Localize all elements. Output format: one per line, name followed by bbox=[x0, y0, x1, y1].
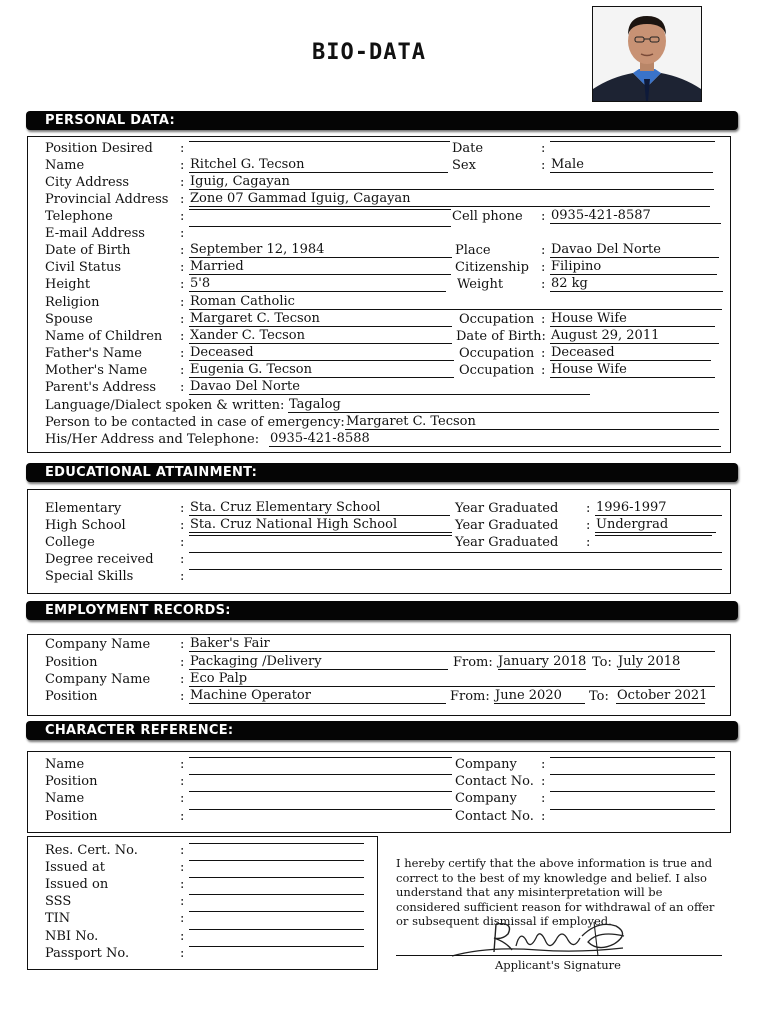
colon: : bbox=[586, 535, 591, 550]
field-spouse-occupation[interactable]: House Wife bbox=[550, 312, 715, 327]
label-high-school: High School bbox=[45, 518, 126, 533]
label-ref-company-1: Company bbox=[455, 757, 517, 772]
colon: : bbox=[586, 501, 591, 516]
field-sss[interactable] bbox=[189, 894, 364, 895]
field-degree[interactable] bbox=[189, 552, 722, 553]
colon: : bbox=[180, 877, 185, 892]
field-father[interactable]: Deceased bbox=[189, 346, 454, 361]
label-children: Name of Children bbox=[45, 329, 163, 344]
colon: : bbox=[180, 791, 185, 806]
field-dob[interactable]: September 12, 1984 bbox=[189, 243, 452, 258]
colon: : bbox=[180, 689, 185, 704]
field-high-school[interactable]: Sta. Cruz National High School bbox=[189, 518, 452, 533]
field-citizenship[interactable]: Filipino bbox=[550, 260, 717, 275]
field-from-2[interactable]: June 2020 bbox=[494, 689, 585, 704]
field-position-2[interactable]: Machine Operator bbox=[189, 689, 446, 704]
label-language: Language/Dialect spoken & written: bbox=[45, 398, 285, 413]
colon: : bbox=[541, 791, 546, 806]
label-company-2: Company Name bbox=[45, 672, 151, 687]
colon: : bbox=[180, 518, 185, 533]
field-ref-contact-1[interactable] bbox=[550, 774, 715, 775]
section-title: CHARACTER REFERENCE: bbox=[45, 723, 234, 738]
colon: : bbox=[180, 277, 185, 292]
label-name: Name bbox=[45, 158, 85, 173]
label-father-occupation: Occupation bbox=[459, 346, 535, 361]
signature-label: Applicant's Signature bbox=[495, 958, 621, 972]
label-mother: Mother's Name bbox=[45, 363, 148, 378]
label-spouse-occupation: Occupation bbox=[459, 312, 535, 327]
colon: : bbox=[180, 774, 185, 789]
label-ref-position-2: Position bbox=[45, 809, 98, 824]
label-height: Height bbox=[45, 277, 91, 292]
label-from-2: From: bbox=[450, 689, 490, 704]
section-title: EDUCATIONAL ATTAINMENT: bbox=[45, 465, 258, 480]
field-height[interactable]: 5'8 bbox=[189, 277, 446, 292]
label-year-graduated: Year Graduated bbox=[455, 518, 559, 533]
field-ref-position-1[interactable] bbox=[189, 774, 452, 775]
label-passport: Passport No. bbox=[45, 946, 130, 961]
field-tin[interactable] bbox=[189, 911, 364, 912]
field-civil-status[interactable]: Married bbox=[189, 260, 451, 275]
colon: : bbox=[180, 346, 185, 361]
colon: : bbox=[180, 946, 185, 961]
label-company-1: Company Name bbox=[45, 637, 151, 652]
field-weight[interactable]: 82 kg bbox=[550, 277, 723, 292]
field-elementary[interactable]: Sta. Cruz Elementary School bbox=[189, 501, 450, 516]
colon: : bbox=[180, 295, 185, 310]
colon: : bbox=[180, 535, 185, 550]
label-provincial-address: Provincial Address bbox=[45, 192, 169, 207]
colon: : bbox=[541, 774, 546, 789]
label-date: Date bbox=[452, 141, 484, 156]
colon: : bbox=[180, 501, 185, 516]
field-provincial-address[interactable]: Zone 07 Gammad Iguig, Cagayan bbox=[189, 192, 710, 207]
colon: : bbox=[180, 243, 185, 258]
colon: : bbox=[180, 192, 185, 207]
field-telephone[interactable] bbox=[189, 209, 451, 210]
colon: : bbox=[180, 312, 185, 327]
field-to-2[interactable]: October 2021 bbox=[617, 688, 708, 703]
colon: : bbox=[180, 141, 185, 156]
section-header-education bbox=[26, 463, 738, 482]
field-spouse[interactable]: Margaret C. Tecson bbox=[189, 312, 452, 327]
colon: : bbox=[541, 809, 546, 824]
field-father-occupation[interactable]: Deceased bbox=[550, 346, 711, 361]
field-emergency-address[interactable]: 0935-421-8588 bbox=[269, 432, 721, 447]
field-elementary-year[interactable]: 1996-1997 bbox=[595, 501, 722, 516]
colon: : bbox=[180, 569, 185, 584]
colon: : bbox=[180, 552, 185, 567]
label-religion: Religion bbox=[45, 295, 100, 310]
colon: : bbox=[180, 329, 185, 344]
colon: : bbox=[541, 757, 546, 772]
field-children[interactable]: Xander C. Tecson bbox=[189, 329, 452, 344]
applicant-photo bbox=[592, 6, 702, 102]
field-child-dob[interactable]: August 29, 2011 bbox=[550, 329, 719, 344]
field-from-1[interactable] bbox=[497, 655, 588, 669]
colon: : bbox=[180, 175, 185, 190]
field-emergency[interactable]: Margaret C. Tecson bbox=[345, 415, 719, 430]
label-issued-on: Issued on bbox=[45, 877, 109, 892]
label-position-desired: Position Desired bbox=[45, 141, 153, 156]
colon: : bbox=[180, 380, 185, 395]
label-sex: Sex bbox=[452, 158, 476, 173]
colon: : bbox=[541, 260, 546, 275]
label-nbi: NBI No. bbox=[45, 929, 99, 944]
label-year-graduated: Year Graduated bbox=[455, 535, 559, 550]
field-ref-name-2[interactable] bbox=[189, 791, 452, 792]
label-to-2: To: bbox=[589, 689, 609, 704]
colon: : bbox=[180, 911, 185, 926]
colon: : bbox=[180, 209, 185, 224]
label-dob: Date of Birth bbox=[45, 243, 131, 258]
label-citizenship: Citizenship bbox=[455, 260, 529, 275]
field-ref-company-1[interactable] bbox=[550, 757, 715, 758]
label-child-dob: Date of Birth: bbox=[456, 329, 546, 344]
label-elementary: Elementary bbox=[45, 501, 122, 516]
label-ref-name-2: Name bbox=[45, 791, 85, 806]
from-1-value: January 2018 bbox=[498, 654, 587, 669]
colon: : bbox=[180, 843, 185, 858]
field-issued-on[interactable] bbox=[189, 877, 364, 878]
section-title: PERSONAL DATA: bbox=[45, 113, 175, 128]
colon: : bbox=[541, 312, 546, 327]
label-ref-contact-1: Contact No. bbox=[455, 774, 534, 789]
colon: : bbox=[541, 243, 546, 258]
field-company-1[interactable]: Baker's Fair bbox=[189, 637, 715, 652]
field-sex[interactable]: Male bbox=[550, 158, 713, 173]
section-header-employment bbox=[26, 601, 738, 620]
page-title: BIO-DATA bbox=[312, 40, 426, 65]
field-college[interactable] bbox=[189, 535, 452, 536]
label-ref-contact-2: Contact No. bbox=[455, 809, 534, 824]
label-mother-occupation: Occupation bbox=[459, 363, 535, 378]
colon: : bbox=[180, 860, 185, 875]
field-company-2[interactable]: Eco Palp bbox=[189, 672, 715, 687]
label-weight: Weight bbox=[457, 277, 504, 292]
colon: : bbox=[586, 518, 591, 533]
field-parent-address[interactable]: Davao Del Norte bbox=[189, 380, 590, 395]
label-place: Place bbox=[455, 243, 491, 258]
section-header-personal bbox=[26, 111, 738, 130]
field-high-school-year[interactable]: Undergrad bbox=[595, 518, 716, 533]
certification-text: I hereby certify that the above information is true and correct to the best of my knowledge and belief. I also understand that any misinterpretation will be considered sufficient reason for withdrawal of an offer or subsequent dismissal if employed. bbox=[396, 856, 715, 928]
colon: : bbox=[180, 655, 185, 670]
colon: : bbox=[180, 158, 185, 173]
label-to-1: To: bbox=[592, 655, 612, 670]
label-year-graduated: Year Graduated bbox=[455, 501, 559, 516]
colon: : bbox=[180, 929, 185, 944]
field-place[interactable]: Davao Del Norte bbox=[550, 243, 719, 258]
field-res-cert[interactable] bbox=[189, 843, 364, 844]
field-ref-name-1[interactable] bbox=[189, 757, 452, 758]
colon: : bbox=[180, 894, 185, 909]
colon: : bbox=[541, 209, 546, 224]
field-name[interactable]: Ritchel G. Tecson bbox=[189, 158, 448, 173]
colon: : bbox=[541, 277, 546, 292]
field-college-year[interactable] bbox=[595, 535, 712, 536]
colon: : bbox=[180, 363, 185, 378]
field-mother-occupation[interactable]: House Wife bbox=[550, 363, 715, 378]
colon: : bbox=[541, 141, 546, 156]
field-issued-at[interactable] bbox=[189, 860, 364, 861]
field-ref-position-2[interactable] bbox=[189, 809, 452, 810]
field-mother[interactable]: Eugenia G. Tecson bbox=[189, 363, 454, 378]
label-from-1: From: bbox=[453, 655, 493, 670]
field-to-1[interactable] bbox=[617, 655, 688, 669]
label-ref-name-1: Name bbox=[45, 757, 85, 772]
field-skills[interactable] bbox=[189, 569, 722, 570]
colon: : bbox=[180, 809, 185, 824]
label-position-1: Position bbox=[45, 655, 98, 670]
field-language[interactable]: Tagalog bbox=[288, 398, 719, 413]
section-title: EMPLOYMENT RECORDS: bbox=[45, 603, 231, 618]
field-nbi[interactable] bbox=[189, 929, 364, 930]
label-ref-position-1: Position bbox=[45, 774, 98, 789]
label-father: Father's Name bbox=[45, 346, 142, 361]
label-parent-address: Parent's Address bbox=[45, 380, 157, 395]
label-email: E-mail Address bbox=[45, 226, 145, 241]
label-sss: SSS bbox=[45, 894, 72, 909]
field-position-desired[interactable] bbox=[189, 141, 450, 142]
field-ref-contact-2[interactable] bbox=[550, 809, 715, 810]
colon: : bbox=[180, 672, 185, 687]
colon: : bbox=[180, 226, 185, 241]
label-telephone: Telephone bbox=[45, 209, 113, 224]
label-spouse: Spouse bbox=[45, 312, 93, 327]
colon: : bbox=[541, 363, 546, 378]
colon: : bbox=[180, 260, 185, 275]
label-ref-company-2: Company bbox=[455, 791, 517, 806]
label-emergency-address: His/Her Address and Telephone: bbox=[45, 432, 260, 447]
signature-line[interactable] bbox=[396, 955, 722, 956]
field-passport[interactable] bbox=[189, 946, 364, 947]
field-ref-company-2[interactable] bbox=[550, 791, 715, 792]
section-header-reference bbox=[26, 721, 738, 740]
reference-box bbox=[27, 751, 731, 833]
label-tin: TIN bbox=[45, 911, 71, 926]
colon: : bbox=[541, 346, 546, 361]
colon: : bbox=[180, 757, 185, 772]
field-religion[interactable]: Roman Catholic bbox=[189, 295, 722, 310]
label-emergency: Person to be contacted in case of emergency: bbox=[45, 415, 345, 430]
label-civil-status: Civil Status bbox=[45, 260, 122, 275]
label-position-2: Position bbox=[45, 689, 98, 704]
colon: : bbox=[541, 158, 546, 173]
field-cell-phone[interactable]: 0935-421-8587 bbox=[550, 209, 721, 224]
field-date[interactable] bbox=[550, 141, 715, 142]
field-city-address[interactable]: Iguig, Cagayan bbox=[189, 175, 714, 190]
field-position-1[interactable]: Packaging /Delivery bbox=[189, 655, 448, 670]
to-1-value: July 2018 bbox=[618, 654, 681, 669]
label-res-cert: Res. Cert. No. bbox=[45, 843, 138, 858]
label-college: College bbox=[45, 535, 95, 550]
label-cell-phone: Cell phone bbox=[452, 209, 523, 224]
label-issued-at: Issued at bbox=[45, 860, 105, 875]
field-email[interactable] bbox=[189, 226, 451, 227]
label-city-address: City Address bbox=[45, 175, 130, 190]
label-skills: Special Skills bbox=[45, 569, 134, 584]
colon: : bbox=[180, 637, 185, 652]
label-degree: Degree received bbox=[45, 552, 154, 567]
